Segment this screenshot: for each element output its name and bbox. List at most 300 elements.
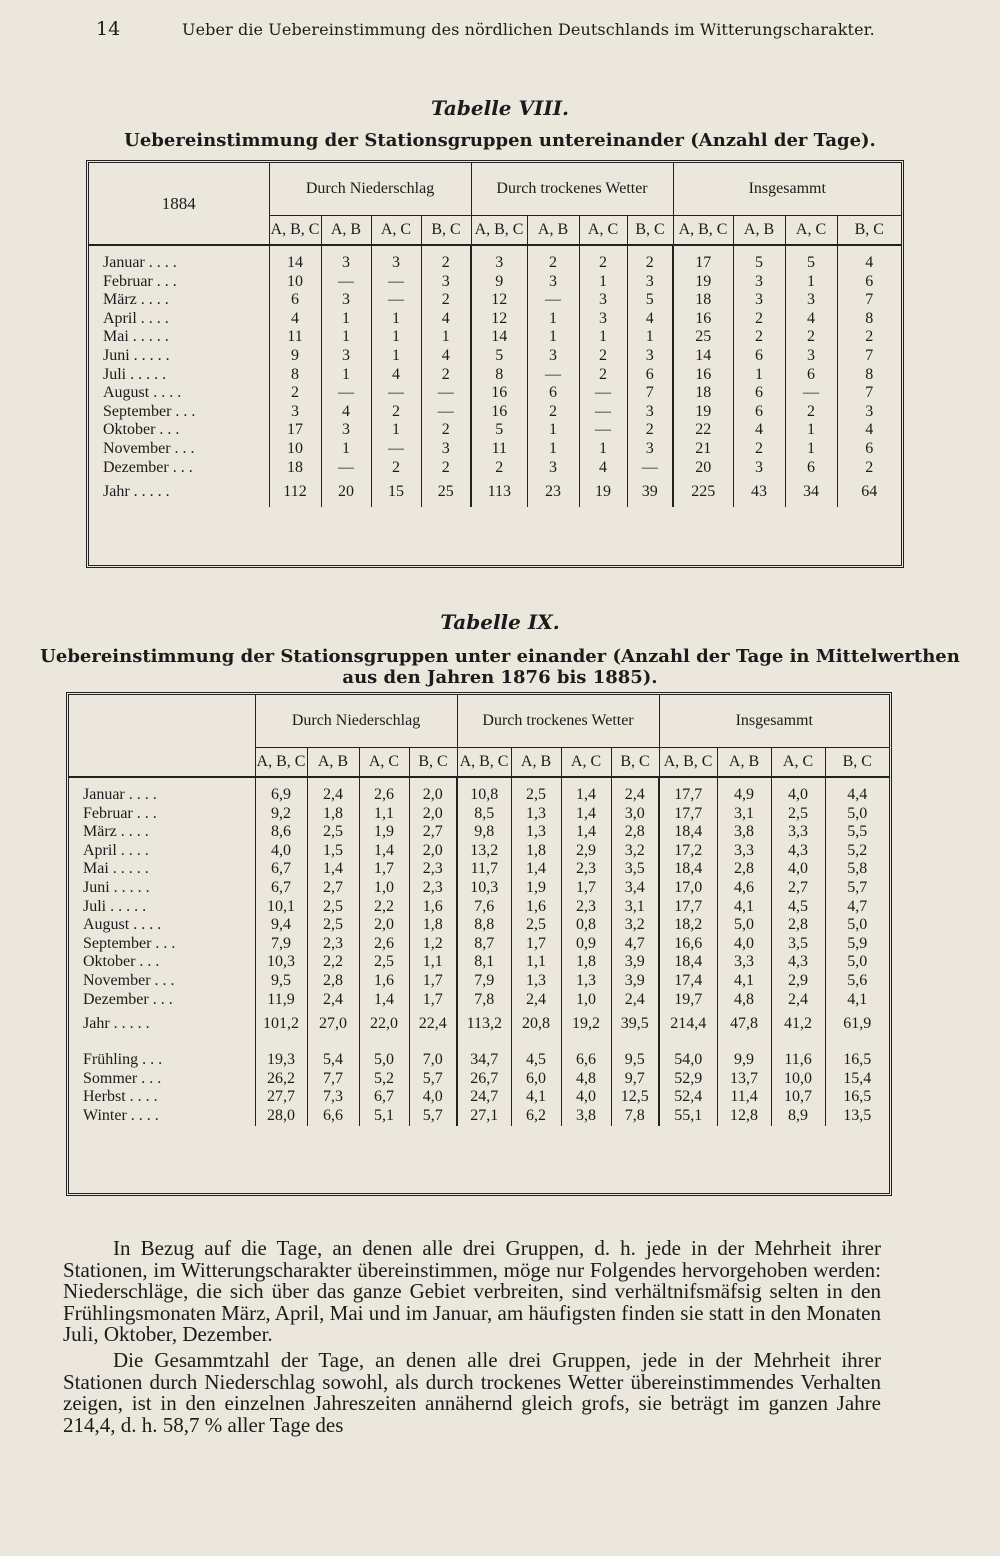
- table9-row: [69, 916, 889, 935]
- table8-cell: 1: [579, 328, 627, 347]
- table9-cell: 4,0: [409, 1088, 457, 1107]
- table8-cell: 39: [627, 477, 673, 507]
- table9-cell: 3,5: [771, 935, 825, 954]
- table9-cell: 4,1: [825, 991, 889, 1010]
- table8-cell: 7: [837, 384, 901, 403]
- table9-cell: 7,9: [457, 972, 511, 991]
- table9-cell: 34,7: [457, 1051, 511, 1070]
- table9-cell: 2,5: [511, 916, 561, 935]
- table9-cell: 3,9: [611, 953, 659, 972]
- table9-cell: 1,7: [409, 991, 457, 1010]
- table9-cell: 1,9: [359, 823, 409, 842]
- table8-cell: —: [579, 421, 627, 440]
- table9-cell: 1,2: [409, 935, 457, 954]
- table8-cell: 4: [421, 347, 471, 366]
- table9-title-line2: aus den Jahren 1876 bis 1885).: [342, 667, 658, 688]
- table9-cell: 1,3: [511, 805, 561, 824]
- table8-cell: 19: [579, 477, 627, 507]
- table8-cell: 4: [785, 310, 837, 329]
- table9-cell: 1,8: [307, 805, 359, 824]
- paragraph-2: Die Gesammtzahl der Tage, an denen alle drei Gruppen, jede in der Mehrheit ihrer Stationen durch Niederschlag sowohl, als durch trockenes Wetter übereinstimmendes Verhalten zeigen, ist in den einzelnen Jahreszeiten annähernd gleich grofs, sie beträgt im ganzen Jahre 214,4, d. h. 58,7 % aller Tage des: [63, 1347, 881, 1437]
- table9-cell: 9,8: [457, 823, 511, 842]
- table9-cell: 5,7: [409, 1107, 457, 1126]
- table9-cell: 101,2: [255, 1009, 307, 1039]
- table9-cell: 4,1: [717, 972, 771, 991]
- table9-cell: 22,0: [359, 1009, 409, 1039]
- table8-cell: 20: [673, 459, 733, 478]
- table8-cell: 4: [371, 366, 421, 385]
- table9-cell: 17,7: [659, 898, 717, 917]
- table8-cell: 12: [471, 291, 527, 310]
- table9-cell: 2,4: [307, 991, 359, 1010]
- table8-cell: 18: [269, 459, 321, 478]
- table8-cell: 3: [785, 347, 837, 366]
- table9-subheader: A, B: [511, 747, 561, 777]
- table9-row-label: August . . . .: [83, 916, 162, 934]
- table8-cell: 15: [371, 477, 421, 507]
- table8-cell: 1: [579, 440, 627, 459]
- table9-cell: 3,1: [611, 898, 659, 917]
- table8-cell: 2: [733, 440, 785, 459]
- table9-cell: 8,9: [771, 1107, 825, 1126]
- table8-cell: 3: [471, 254, 527, 273]
- table8-cell: 2: [471, 459, 527, 478]
- table9-cell: 3,8: [717, 823, 771, 842]
- table9-row-label: Jahr . . . . .: [83, 1015, 150, 1033]
- table9-cell: 113,2: [457, 1009, 511, 1039]
- table9-cell: 10,8: [457, 786, 511, 805]
- table9-cell: 5,9: [825, 935, 889, 954]
- table8-cell: 3: [321, 254, 371, 273]
- table9-cell: 2,0: [409, 786, 457, 805]
- table9-row-label: Februar . . .: [83, 804, 157, 822]
- table9-cell: 4,8: [717, 991, 771, 1010]
- table9-cell: 5,0: [717, 916, 771, 935]
- table9-cell: 4,3: [771, 842, 825, 861]
- table9-cell: 6,9: [255, 786, 307, 805]
- table8-cell: 4: [579, 459, 627, 478]
- table9-cell: 19,3: [255, 1051, 307, 1070]
- table8-cell: 1: [785, 421, 837, 440]
- table9-cell: 17,2: [659, 842, 717, 861]
- table9-cell: 2,4: [771, 991, 825, 1010]
- table8-cell: 1: [527, 421, 579, 440]
- table8-cell: 4: [421, 310, 471, 329]
- table8-cell: 6: [837, 440, 901, 459]
- table9-row-label: Mai . . . . .: [83, 860, 149, 878]
- table9-cell: 27,0: [307, 1009, 359, 1039]
- table9-row: [69, 842, 889, 861]
- table8-cell: 2: [269, 384, 321, 403]
- table8-row-label: Mai . . . . .: [103, 328, 169, 346]
- table9-cell: 1,1: [359, 805, 409, 824]
- table9-cell: 1,7: [409, 972, 457, 991]
- table9-cell: 7,8: [457, 991, 511, 1010]
- table8-subheader: A, B, C: [269, 215, 321, 245]
- table9-cell: 2,4: [307, 786, 359, 805]
- table8-cell: 5: [471, 421, 527, 440]
- table9-cell: 41,2: [771, 1009, 825, 1039]
- table9-cell: 18,4: [659, 860, 717, 879]
- table8-row-label: Juli . . . . .: [103, 365, 167, 383]
- table9-subheader: B, C: [409, 747, 457, 777]
- table9-cell: 1,8: [561, 953, 611, 972]
- table8-cell: 1: [371, 310, 421, 329]
- table9-cell: 20,8: [511, 1009, 561, 1039]
- table9-cell: 4,3: [771, 953, 825, 972]
- table9-cell: 54,0: [659, 1051, 717, 1070]
- table9-row-label: Sommer . . .: [83, 1069, 162, 1087]
- table8-cell: 1: [421, 328, 471, 347]
- table9-cell: 2,3: [561, 898, 611, 917]
- table9-cell: 1,7: [511, 935, 561, 954]
- table9-cell: 2,3: [561, 860, 611, 879]
- table8-cell: 16: [471, 403, 527, 422]
- table9-subheader: A, B, C: [457, 747, 511, 777]
- table8-cell: 14: [269, 254, 321, 273]
- table9-cell: 2,7: [307, 879, 359, 898]
- table9-cell: 1,6: [359, 972, 409, 991]
- table9-corner: [69, 695, 255, 777]
- table9-cell: 26,7: [457, 1070, 511, 1089]
- table8-row: [89, 421, 901, 440]
- table8-cell: 1: [321, 440, 371, 459]
- table9-cell: 9,2: [255, 805, 307, 824]
- table9-row: [69, 953, 889, 972]
- table9-cell: 13,2: [457, 842, 511, 861]
- table8-cell: 5: [733, 254, 785, 273]
- table9-row-label: November . . .: [83, 971, 175, 989]
- table9-cell: 6,6: [307, 1107, 359, 1126]
- table9-row: [69, 972, 889, 991]
- table9-cell: 13,7: [717, 1070, 771, 1089]
- table9-cell: 1,4: [511, 860, 561, 879]
- table8-cell: —: [321, 273, 371, 292]
- table8-cell: 2: [421, 459, 471, 478]
- table8-cell: 3: [627, 347, 673, 366]
- table9-cell: 2,5: [307, 898, 359, 917]
- table9-cell: 27,7: [255, 1088, 307, 1107]
- table9-cell: 16,6: [659, 935, 717, 954]
- table9-cell: 7,0: [409, 1051, 457, 1070]
- table9-row-label: Herbst . . . .: [83, 1088, 158, 1106]
- table8-cell: 6: [527, 384, 579, 403]
- table8-cell: 2: [627, 421, 673, 440]
- table8-cell: 9: [471, 273, 527, 292]
- table8-cell: 1: [321, 310, 371, 329]
- table8-cell: 6: [269, 291, 321, 310]
- table8-row-label: Februar . . .: [103, 272, 177, 290]
- table9-cell: 1,8: [511, 842, 561, 861]
- table8-cell: 3: [421, 273, 471, 292]
- table9-cell: 1,0: [561, 991, 611, 1010]
- table9-row: [69, 991, 889, 1010]
- table8-cell: 5: [627, 291, 673, 310]
- table9-cell: 4,4: [825, 786, 889, 805]
- table8-row: [89, 403, 901, 422]
- table9-row: [69, 879, 889, 898]
- table8-cell: 25: [673, 328, 733, 347]
- table9-group-trocken: Durch trockenes Wetter: [457, 695, 659, 747]
- table8-cell: 6: [627, 366, 673, 385]
- table8-cell: 16: [673, 366, 733, 385]
- table9-row-label: Oktober . . .: [83, 953, 160, 971]
- table9-cell: 5,8: [825, 860, 889, 879]
- table9-row-label: Frühling . . .: [83, 1051, 163, 1069]
- table9-cell: 17,7: [659, 786, 717, 805]
- table8-cell: 3: [627, 440, 673, 459]
- table9-cell: 4,1: [511, 1088, 561, 1107]
- table9-cell: 9,7: [611, 1070, 659, 1089]
- table8-cell: 2: [371, 403, 421, 422]
- table9-cell: 22,4: [409, 1009, 457, 1039]
- table8-cell: 3: [321, 291, 371, 310]
- table8-group-insgesammt: Insgesammt: [673, 163, 901, 215]
- table8-cell: 225: [673, 477, 733, 507]
- table8-cell: —: [421, 403, 471, 422]
- table8-row: [89, 254, 901, 273]
- table9-cell: 2,8: [307, 972, 359, 991]
- table9-row: [69, 860, 889, 879]
- table8-row-label: April . . . .: [103, 309, 169, 327]
- table8-group-niederschlag: Durch Niederschlag: [269, 163, 471, 215]
- table8-subheader: A, C: [785, 215, 837, 245]
- table9-cell: 2,5: [307, 823, 359, 842]
- table8-title: Uebereinstimmung der Stationsgruppen untereinander (Anzahl der Tage).: [124, 130, 876, 151]
- table9-title-line1: Uebereinstimmung der Stationsgruppen unter einander (Anzahl der Tage in Mittelwerthen: [40, 646, 960, 667]
- table9-cell: 55,1: [659, 1107, 717, 1126]
- table9-cell: 5,1: [359, 1107, 409, 1126]
- table9-cell: 39,5: [611, 1009, 659, 1039]
- table8-cell: 2: [371, 459, 421, 478]
- table8-subheader: B, C: [837, 215, 901, 245]
- table9-cell: 2,9: [771, 972, 825, 991]
- table8-cell: 1: [527, 310, 579, 329]
- table9-cell: 4,1: [717, 898, 771, 917]
- table9-cell: 2,4: [611, 786, 659, 805]
- table8-cell: 7: [627, 384, 673, 403]
- table9-cell: 27,1: [457, 1107, 511, 1126]
- table8-subheader: A, B: [733, 215, 785, 245]
- table9-row: [69, 786, 889, 805]
- table8-row: [89, 273, 901, 292]
- table9-cell: 2,4: [611, 991, 659, 1010]
- table8-cell: —: [371, 273, 421, 292]
- table9-cell: 4,0: [771, 786, 825, 805]
- table9-cell: 24,7: [457, 1088, 511, 1107]
- table9-cell: 4,5: [511, 1051, 561, 1070]
- paragraph-1: In Bezug auf die Tage, an denen alle drei Gruppen, d. h. jede in der Mehrheit ihrer Stationen, im Witterungscharakter übereinstimmen, möge nur Folgendes hervorgehoben werden: Niederschläge, die sich über das ganze Gebiet verbreiten, sind verhältnifsmäfsig selten in den Frühlingsmonaten März, April, Mai und im Januar, am häufigsten finden sie statt in den Monaten Juli, Oktober, Dezember.: [63, 1236, 881, 1347]
- table8-row: [89, 366, 901, 385]
- table9-cell: 5,2: [359, 1070, 409, 1089]
- table8-row: [89, 384, 901, 403]
- table9-subheader: B, C: [611, 747, 659, 777]
- table9-cell: 6,7: [359, 1088, 409, 1107]
- table9-cell: 61,9: [825, 1009, 889, 1039]
- table9-cell: 4,0: [561, 1088, 611, 1107]
- table8-row-label: August . . . .: [103, 384, 182, 402]
- table8-cell: 3: [269, 403, 321, 422]
- table8-cell: —: [579, 384, 627, 403]
- table9-subheader: B, C: [825, 747, 889, 777]
- table8-cell: 4: [627, 310, 673, 329]
- table8-row-label: September . . .: [103, 402, 196, 420]
- table8-cell: 19: [673, 403, 733, 422]
- table9-group-insgesammt: Insgesammt: [659, 695, 889, 747]
- table9-cell: 3,3: [771, 823, 825, 842]
- table8-cell: 43: [733, 477, 785, 507]
- table8-row-label: Juni . . . . .: [103, 346, 170, 364]
- table9-cell: 2,0: [409, 805, 457, 824]
- table9-cell: 3,5: [611, 860, 659, 879]
- table9-cell: 10,1: [255, 898, 307, 917]
- table9-row-label: März . . . .: [83, 823, 149, 841]
- table8-cell: 3: [371, 254, 421, 273]
- table9-cell: 3,2: [611, 842, 659, 861]
- table8-cell: 2: [733, 310, 785, 329]
- table9-cell: 10,7: [771, 1088, 825, 1107]
- table8-cell: 11: [269, 328, 321, 347]
- table9-cell: 52,4: [659, 1088, 717, 1107]
- table8-cell: 18: [673, 384, 733, 403]
- table8-cell: 3: [733, 273, 785, 292]
- table9-cell: 11,9: [255, 991, 307, 1010]
- table8-cell: 20: [321, 477, 371, 507]
- table8-cell: 2: [579, 366, 627, 385]
- table9-cell: 1,3: [511, 972, 561, 991]
- table9-cell: 12,5: [611, 1088, 659, 1107]
- table8-cell: 4: [733, 421, 785, 440]
- table9-cell: 6,6: [561, 1051, 611, 1070]
- table8-cell: 11: [471, 440, 527, 459]
- table9-subheader: A, B: [717, 747, 771, 777]
- table8-cell: —: [579, 403, 627, 422]
- table8-cell: 7: [837, 291, 901, 310]
- table9-subheader: A, B, C: [659, 747, 717, 777]
- table8-cell: 3: [627, 403, 673, 422]
- table9-cell: 1,7: [561, 879, 611, 898]
- table9-cell: 3,0: [611, 805, 659, 824]
- table9-cell: 3,9: [611, 972, 659, 991]
- table9-cell: 4,5: [771, 898, 825, 917]
- table8-cell: 1: [785, 273, 837, 292]
- table8-cell: 3: [627, 273, 673, 292]
- table9-cell: 18,4: [659, 953, 717, 972]
- table8-cell: 19: [673, 273, 733, 292]
- table8-cell: 2: [421, 421, 471, 440]
- table9-cell: 5,0: [825, 805, 889, 824]
- table9-cell: 1,4: [359, 991, 409, 1010]
- table9-row: [69, 1070, 889, 1089]
- table9-cell: 1,8: [409, 916, 457, 935]
- table8-cell: 6: [733, 384, 785, 403]
- table9-cell: 2,2: [359, 898, 409, 917]
- table8-cell: 2: [837, 328, 901, 347]
- table9-cell: 5,7: [409, 1070, 457, 1089]
- table9-cell: 12,8: [717, 1107, 771, 1126]
- table8-cell: 1: [371, 421, 421, 440]
- table8-cell: 6: [837, 273, 901, 292]
- table8-row-label: Dezember . . .: [103, 458, 193, 476]
- table9-cell: 3,1: [717, 805, 771, 824]
- table9-cell: 2,7: [409, 823, 457, 842]
- table8-cell: 3: [527, 459, 579, 478]
- table8-cell: 3: [321, 347, 371, 366]
- table8-cell: —: [421, 384, 471, 403]
- table8-cell: —: [527, 291, 579, 310]
- table9-cell: 6,7: [255, 860, 307, 879]
- table9-cell: 2,8: [717, 860, 771, 879]
- table9-cell: 4,0: [771, 860, 825, 879]
- table9-cell: 9,5: [255, 972, 307, 991]
- table9-cell: 8,1: [457, 953, 511, 972]
- table9-cell: 26,2: [255, 1070, 307, 1089]
- table8-cell: 112: [269, 477, 321, 507]
- table9-cell: 28,0: [255, 1107, 307, 1126]
- table9-cell: 2,0: [359, 916, 409, 935]
- table9-cell: 2,7: [771, 879, 825, 898]
- table9-cell: 2,5: [511, 786, 561, 805]
- page-number: 14: [96, 18, 121, 40]
- table9-cell: 3,8: [561, 1107, 611, 1126]
- table8-cell: 1: [733, 366, 785, 385]
- table8: [89, 163, 901, 507]
- table9-cell: 9,9: [717, 1051, 771, 1070]
- table8-cell: 9: [269, 347, 321, 366]
- table8-cell: 113: [471, 477, 527, 507]
- table9-row: [69, 823, 889, 842]
- table8-cell: 17: [673, 254, 733, 273]
- table8-cell: 18: [673, 291, 733, 310]
- table8-frame: [86, 160, 904, 568]
- table8-group-trocken: Durch trockenes Wetter: [471, 163, 673, 215]
- table8-cell: 3: [527, 347, 579, 366]
- table9-cell: 2,5: [307, 916, 359, 935]
- table9-cell: 5,7: [825, 879, 889, 898]
- table8-cell: 10: [269, 440, 321, 459]
- table9: [69, 695, 889, 1126]
- table8-subheader: A, B: [527, 215, 579, 245]
- table8-subheader: A, B, C: [471, 215, 527, 245]
- table9-cell: 5,4: [307, 1051, 359, 1070]
- table8-cell: 10: [269, 273, 321, 292]
- table9-row: [69, 1051, 889, 1070]
- table8-row: [89, 328, 901, 347]
- table9-cell: 1,9: [511, 879, 561, 898]
- table8-cell: 2: [579, 347, 627, 366]
- table9-cell: 6,7: [255, 879, 307, 898]
- table9-cell: 9,5: [611, 1051, 659, 1070]
- table9-cell: 1,3: [511, 823, 561, 842]
- table8-cell: 3: [733, 291, 785, 310]
- table8-cell: 1: [527, 440, 579, 459]
- table8-cell: 2: [527, 403, 579, 422]
- table9-cell: 4,9: [717, 786, 771, 805]
- table8-cell: 2: [785, 328, 837, 347]
- table8-cell: 2: [421, 291, 471, 310]
- table8-cell: 8: [471, 366, 527, 385]
- table9-cell: 19,7: [659, 991, 717, 1010]
- table9-group-niederschlag: Durch Niederschlag: [255, 695, 457, 747]
- table9-cell: 5,0: [359, 1051, 409, 1070]
- table9-cell: 4,0: [717, 935, 771, 954]
- table8-cell: 64: [837, 477, 901, 507]
- table9-cell: 3,2: [611, 916, 659, 935]
- table9-cell: 5,2: [825, 842, 889, 861]
- table9-cell: 8,5: [457, 805, 511, 824]
- table9-cell: 1,4: [359, 842, 409, 861]
- table9-cell: 6,2: [511, 1107, 561, 1126]
